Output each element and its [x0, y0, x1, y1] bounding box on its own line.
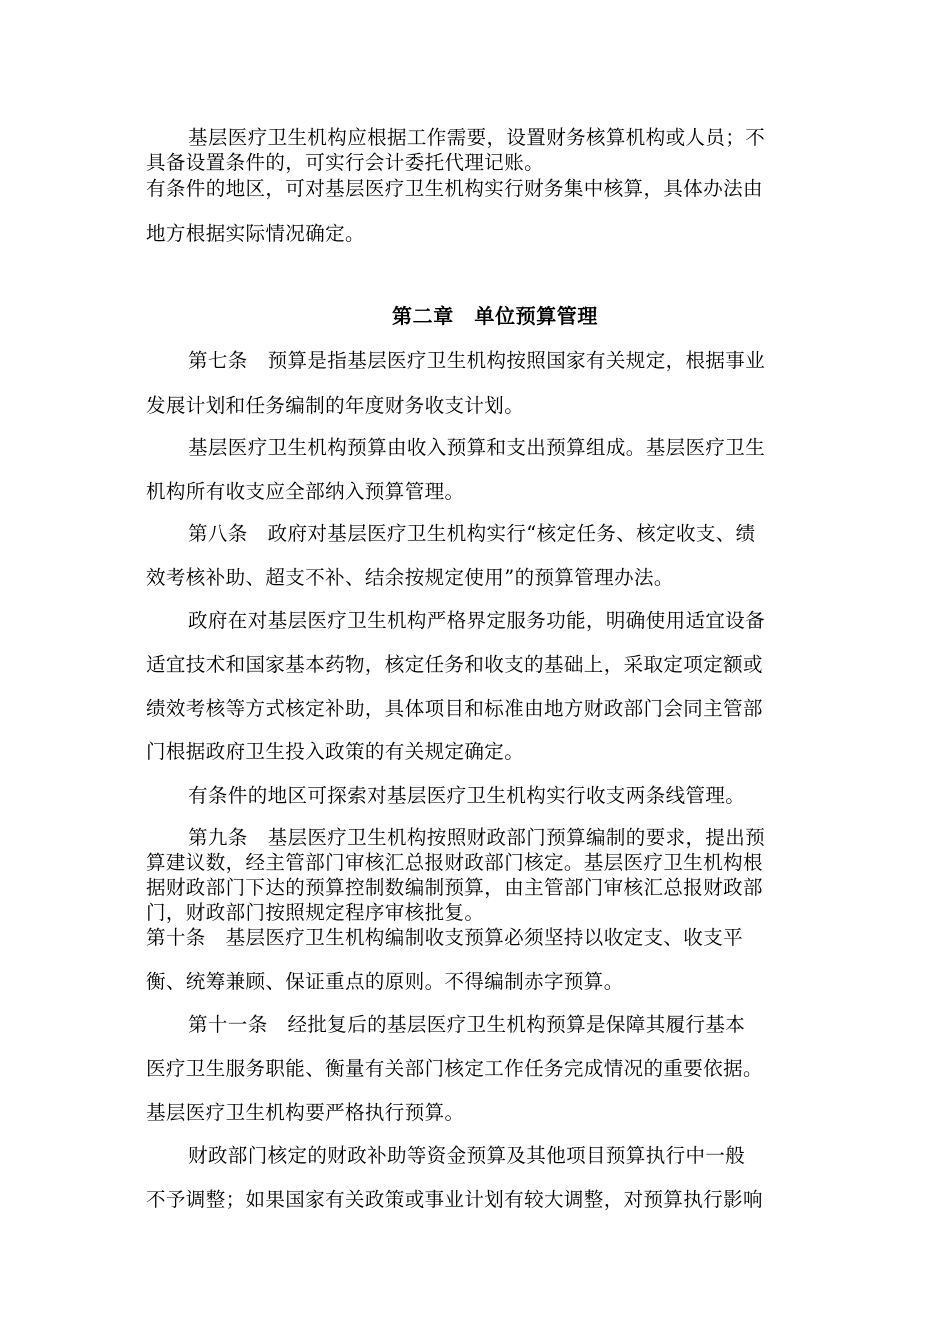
- text-line: 基层医疗卫生机构预算由收入预算和支出预算组成。基层医疗卫生: [188, 436, 766, 459]
- text-line: 机构所有收支应全部纳入预算管理。: [146, 480, 465, 503]
- text-line: 基层医疗卫生机构应根据工作需要，设置财务核算机构或人员；不: [188, 126, 766, 149]
- text-line: 基层医疗卫生机构要严格执行预算。: [146, 1101, 465, 1124]
- text-line: 据财政部门下达的预算控制数编制预算，由主管部门审核汇总报财政部: [146, 876, 763, 899]
- text-line: 医疗卫生服务职能、衡量有关部门核定工作任务完成情况的重要依据。: [146, 1057, 763, 1080]
- text-line: 有条件的地区可探索对基层医疗卫生机构实行收支两条线管理。: [188, 784, 746, 807]
- text-line: 适宜技术和国家基本药物，核定任务和收支的基础上，采取定项定额或: [146, 653, 763, 676]
- text-line: 算建议数，经主管部门审核汇总报财政部门核定。基层医疗卫生机构根: [146, 851, 763, 874]
- text-line: 门根据政府卫生投入政策的有关规定确定。: [146, 740, 525, 763]
- text-line: 绩效考核等方式核定补助，具体项目和标准由地方财政部门会同主管部: [146, 697, 763, 720]
- text-line: 衡、统筹兼顾、保证重点的原则。不得编制赤字预算。: [146, 970, 624, 993]
- text-line: 财政部门核定的财政补助等资金预算及其他项目预算执行中一般: [188, 1144, 746, 1167]
- text-line: 第九条 基层医疗卫生机构按照财政部门预算编制的要求，提出预: [188, 826, 766, 849]
- text-line: 效考核补助、超支不补、结余按规定使用”的预算管理办法。: [146, 566, 674, 589]
- text-line: 第七条 预算是指基层医疗卫生机构按照国家有关规定，根据事业: [188, 349, 766, 372]
- text-line: 政府在对基层医疗卫生机构严格界定服务功能，明确使用适宜设备: [188, 609, 766, 632]
- text-line: 不予调整；如果国家有关政策或事业计划有较大调整，对预算执行影响: [146, 1188, 763, 1211]
- text-line: 第十条 基层医疗卫生机构编制收支预算必须坚持以收定支、收支平: [146, 926, 744, 949]
- text-line: 发展计划和任务编制的年度财务收支计划。: [146, 394, 525, 417]
- chapter-heading: 第二章 单位预算管理: [392, 304, 598, 328]
- text-line: 地方根据实际情况确定。: [146, 222, 365, 245]
- text-line: 有条件的地区，可对基层医疗卫生机构实行财务集中核算，具体办法由: [146, 177, 763, 200]
- text-line: 具备设置条件的，可实行会计委托代理记账。: [146, 151, 545, 174]
- text-line: 第十一条 经批复后的基层医疗卫生机构预算是保障其履行基本: [188, 1013, 746, 1036]
- text-line: 门，财政部门按照规定程序审核批复。: [146, 901, 485, 924]
- text-line: 第八条 政府对基层医疗卫生机构实行“核定任务、核定收支、绩: [188, 522, 756, 545]
